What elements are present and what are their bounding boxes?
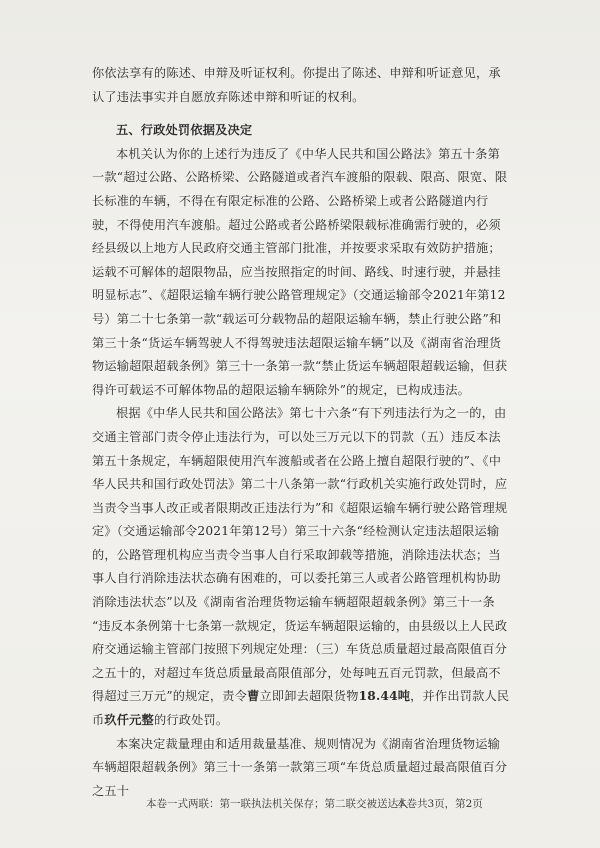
paragraph-basis xyxy=(92,402,512,732)
document-body xyxy=(92,62,512,803)
paragraph-discretion: 本案决定裁量理由和适用裁量基准、规则情况为《湖南省治理货物运输车辆超限超载条例》第三十一条第一款第三项“车货总质量超过最高限值百分之五十 xyxy=(92,736,508,798)
basis-text-3: ，并作出罚款人民币 xyxy=(92,689,510,728)
section-heading: 五、行政处罚依据及决定 xyxy=(116,123,253,138)
party-name: 曹 xyxy=(247,689,260,704)
basis-text: 根据《中华人民共和国公路法》第七十六条“有下列违法行为之一的，由交通主管部门责令停止违法行为，可以处三万元以下的罚款（五）违反本法第五十条规定，车辆超限使用汽车渡船或者在公路上擅自超限行驶的”、《中华人民共和国行政处罚法》第二十八条第一款“行政机关实施行政处罚时，应当责令当事人改正或者限期改正违法行为”和《超限运输车辆行驶公路管理规定》（交通运输部令2021年第12号）第三十六条“经检测认定违法超限运输的，公路管理机构应当责令当事人自行采取卸载等措施，消除违法状态；当事人自行消除违法状态确有困难的，可以委托第三人或者公路管理机构协助消除违法状态”以及《湖南省治理货物运输车辆超限超载条例》第三十一条 “违反本条例第十七条第一款规定，货运车辆超限运输的，由县级以上人民政府交通运输主管部门按照下列规定处理：（三）车货总质量超过最高限值百分之五十的，对超过车货总质量最高限值部分，处每吨五百元罚款，但最高不得超过三万元”的规定，责令 xyxy=(92,406,508,704)
basis-text-2: 立即卸去超限货物 xyxy=(259,689,359,704)
footer-copies-note: 本卷一式两联：第一联执法机关保存；第二联交被送达人 xyxy=(146,798,409,810)
paragraph-violation: 本机关认为你的上述行为违反了《中华人民共和国公路法》第五十条第一款“超过公路、公路桥梁、公路隧道或者汽车渡船的限载、限高、限宽、限长标准的车辆，不得在有限定标准的公路、公路桥梁上或者公路隧道内行驶，不得使用汽车渡船。超过公路或者公路桥梁限载标准确需行驶的，必须经县级以上地方人民政府交通主管部门批准，并按要求采取有效防护措施；运载不可解体的超限物品，应当按照指定的时间、路线、时速行驶，并悬挂明显标志”、《超限运输车辆行驶公路管理规定》（交通运输部令2021年第12号）第二十七条第一款“载运可分载物品的超限运输车辆，禁止行驶公路”和第三十条“货运车辆驾驶人不得驾驶违法超限运输车辆”以及《湖南省治理货物运输超限超载条例》第三十一条第一款“禁止货运车辆超限超载运输，但获得许可载运不可解体物品的超限运输车辆除外”的规定，已构成违法。 xyxy=(92,146,508,397)
footer-page-number: 本卷共3页，第2页 xyxy=(396,798,483,810)
paragraph-intro: 你依法享有的陈述、申辩及听证权利。你提出了陈述、申辩和听证意见，承认了违法事实并自愿放弃陈述申辩和听证的权利。 xyxy=(92,66,501,104)
overload-tons: 18.44吨 xyxy=(358,689,411,704)
basis-text-4: 的行政处罚。 xyxy=(153,713,229,728)
fine-amount: 玖仟元整 xyxy=(104,713,154,728)
